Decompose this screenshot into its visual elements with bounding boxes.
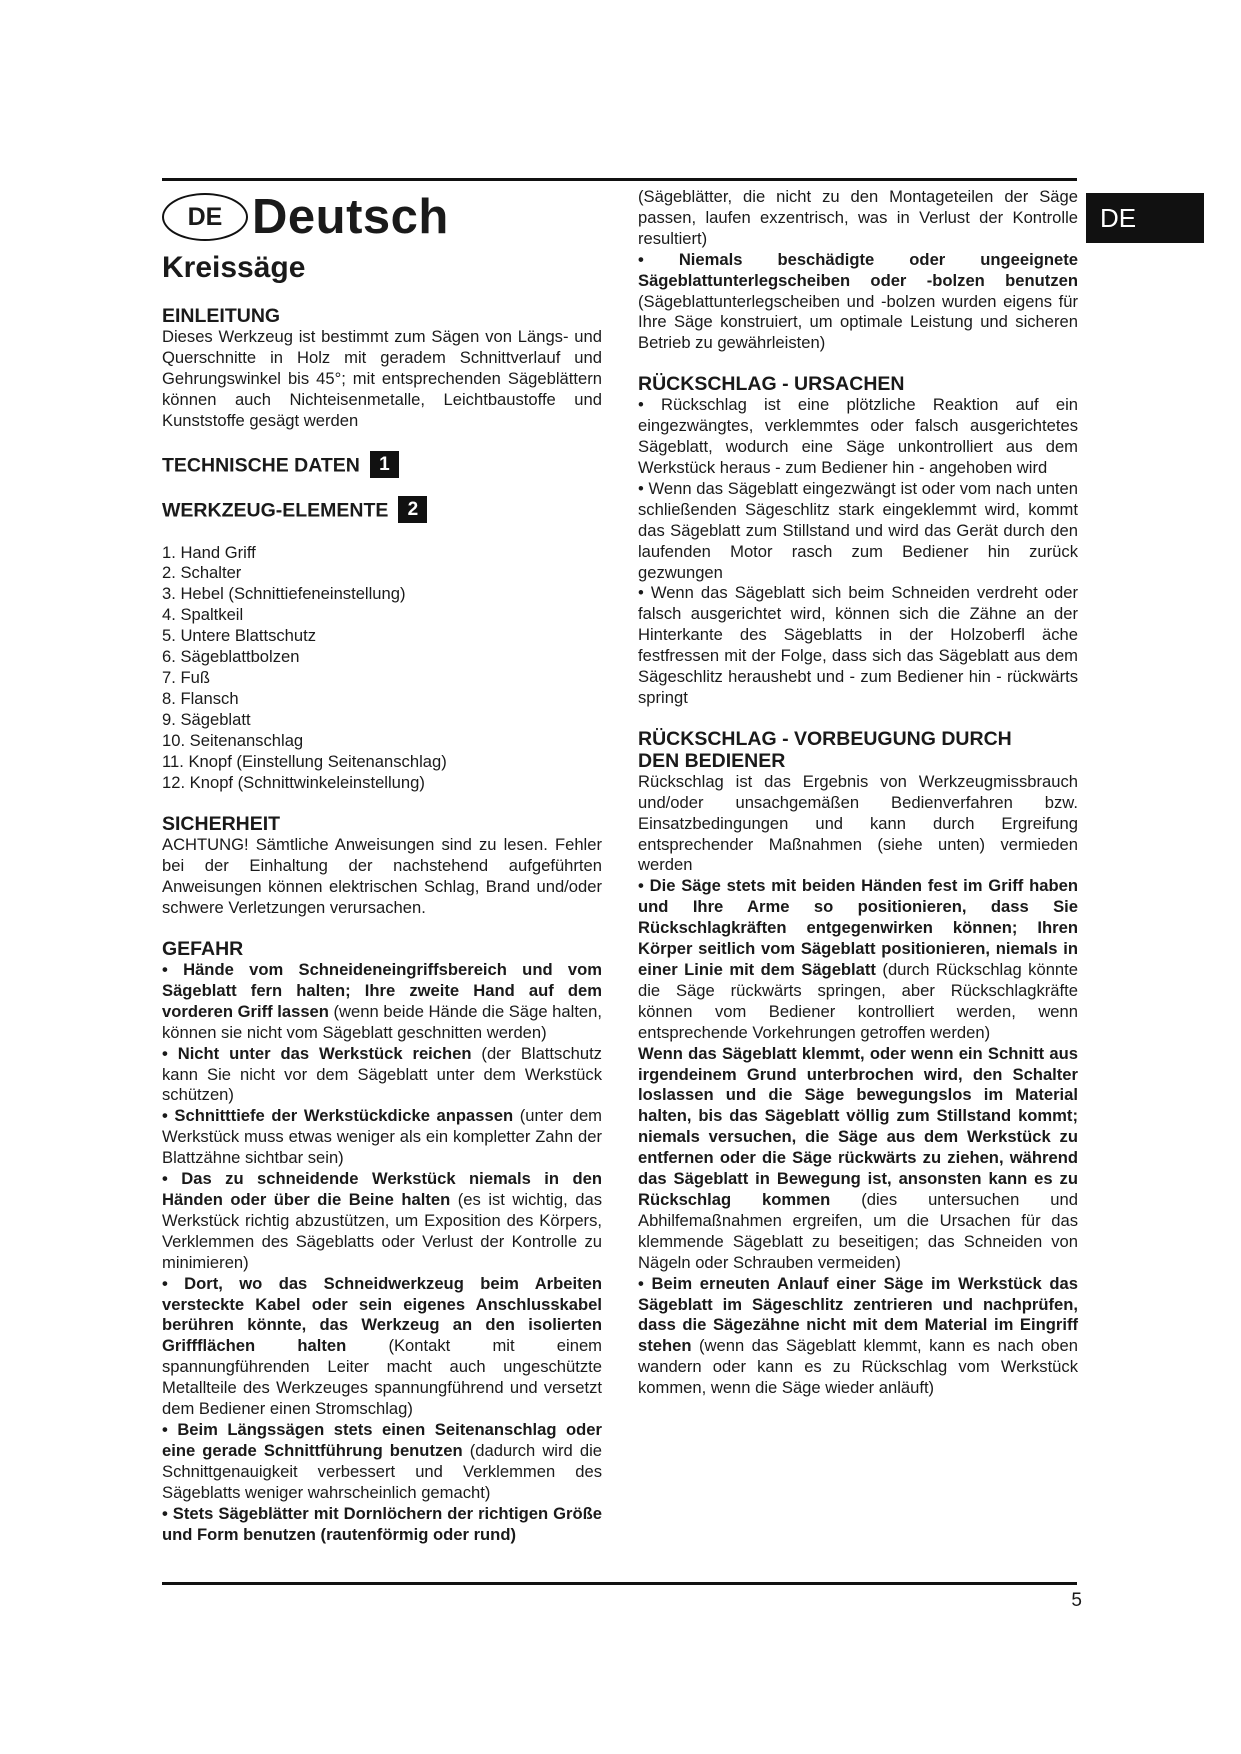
- bottom-rule: [162, 1582, 1077, 1585]
- language-header: [162, 188, 602, 246]
- top-rule: [162, 178, 1077, 181]
- sicherheit-heading: SICHERHEIT: [162, 813, 281, 836]
- ursachen-item: • Wenn das Sägeblatt sich beim Schneiden verdreht oder falsch ausgerichtet wird, können sich die Zähne an der Hinterkante des Sägeblatts in der Holzoberfl äche festfressen mit der Folge, dass sich das Sägeblatt aus dem Sägeschlitz heraushebt und - zum Bediener hin - rückwärts springt: [638, 583, 1078, 707]
- einleitung-text: Dieses Werkzeug ist bestimmt zum Sägen von Längs- und Querschnitte in Holz mit geradem Schnittverlauf und Gehrungswinkel bis 45°; mit entsprechenden Sägeblättern können auch Nichteisenmetalle, Leichtbaustoffe und Kunststoffe gesägt werden: [162, 327, 602, 430]
- vorbeugung-item-bold: Wenn das Sägeblatt klemmt, oder wenn ein Schnitt aus irgendeinem Grund unterbrochen wird, den Schalter loslassen und die Säge bewegungslos im Material halten, bis das Sägeblatt völlig zum Stillstand kommt; niemals versuchen, die Säge aus dem Werkstück zu entfernen oder die Säge rückwärts zu ziehen, während das Sägeblatt in Bewegung ist, ansonsten kann es zu Rückschlag kommen: [638, 1043, 1078, 1209]
- gefahr-item: [162, 1420, 602, 1504]
- vorbeugung-item: [638, 1274, 1078, 1399]
- gefahr-item-text: (dadurch wird die Schnittgenauigkeit verbessert und Verklemmen des Sägeblatts weniger wahrscheinlich gemacht): [162, 1440, 602, 1502]
- sicherheit-text: ACHTUNG! Sämtliche Anweisungen sind zu lesen. Fehler bei der Einhaltung der nachstehend aufgeführten Anweisungen können elektrischen Schlag, Brand und/oder schwere Verletzungen verursachen.: [162, 835, 602, 918]
- niemals-item: [638, 250, 1078, 355]
- continued-text: (Sägeblätter, die nicht zu den Montageteilen der Säge passen, laufen exzentrisch, was in Verlust der Kontrolle resultiert): [638, 187, 1078, 248]
- vorbeugung-heading: [638, 728, 1078, 772]
- gefahr-item-text: (der Blattschutz kann Sie nicht vor dem Sägeblatt unter dem Werkstück schützen): [162, 1043, 602, 1105]
- ursachen-item: • Wenn das Sägeblatt eingezwängt ist oder vom nach unten schließenden Sägeschlitz stark eingeklemmt wird, kommt das Sägeblatt zum Stillstand und wird das Gerät durch den laufenden Motor rasch zum Bediener hin zurück gezwungen: [638, 478, 1078, 582]
- list-item: 5. Untere Blattschutz: [162, 626, 317, 646]
- list-item: 10. Seitenanschlag: [162, 730, 304, 750]
- gefahr-item-text: (unter dem Werkstück muss etwas weniger als ein kompletter Zahn der Blattzähne sichtbar sein): [162, 1106, 602, 1168]
- language-tab: DE: [1086, 193, 1204, 243]
- niemals-item-bold: • Niemals beschädigte oder ungeeignete Sägeblattunterlegscheiben oder -bolzen benutzen: [638, 249, 1078, 290]
- ursachen-item: • Rückschlag ist eine plötzliche Reaktion auf ein eingezwängtes, verklemmtes oder falsch ausgerichtetes Sägeblatt, wodurch eine Säge unkontrolliert aus dem Werkstück heraus - zum Bediener hin - angehoben wird: [638, 395, 1078, 477]
- list-item: 9. Sägeblatt: [162, 709, 251, 729]
- vorbeugung-item-bold: • Beim erneuten Anlauf einer Säge im Werkstück das Sägeblatt im Sägeschlitz zentrieren und nachprüfen, dass die Sägezähne nicht mit dem Material im Eingriff stehen: [638, 1273, 1078, 1356]
- list-item: 7. Fuß: [162, 667, 210, 687]
- gefahr-item-text: (Kontakt mit einem spannungführenden Leiter macht auch ungeschützte Metallteile des Werkzeuges spannungführend und versetzt dem Bediener einen Stromschlag): [162, 1336, 602, 1419]
- gefahr-item: [162, 960, 602, 1044]
- list-item: 4. Spaltkeil: [162, 605, 244, 625]
- list-item: 6. Sägeblattbolzen: [162, 647, 300, 667]
- gefahr-item-bold: • Beim Längssägen stets einen Seitenanschlag oder eine gerade Schnittführung benutzen: [162, 1419, 602, 1460]
- list-item: 1. Hand Griff: [162, 542, 256, 562]
- language-badge: DE: [162, 193, 248, 241]
- gefahr-item: [162, 1106, 602, 1169]
- gefahr-heading: GEFAHR: [162, 938, 244, 961]
- vorbeugung-item-text: (dies untersuchen und Abhilfemaßnahmen ergreifen, um die Ursachen für das klemmende Sägeblatt zu beseitigen; das Schneiden von Nägeln oder Schrauben vermeiden): [638, 1189, 1078, 1272]
- gefahr-item-bold: • Stets Sägeblätter mit Dornlöchern der richtigen Größe und Form benutzen (rautenförmig oder rund): [162, 1503, 602, 1544]
- werkzeug-elemente-label: WERKZEUG-ELEMENTE: [162, 499, 389, 522]
- vorbeugung-heading-line: RÜCKSCHLAG - VORBEUGUNG DURCH: [638, 727, 1012, 750]
- list-item: 3. Hebel (Schnittiefeneinstellung): [162, 584, 406, 604]
- gefahr-item: [162, 1169, 602, 1274]
- gefahr-item-bold: • Schnitttiefe der Werkstückdicke anpassen: [162, 1106, 514, 1126]
- right-column: [638, 187, 1078, 1399]
- vorbeugung-intro: Rückschlag ist das Ergebnis von Werkzeugmissbrauch und/oder unsachgemäßen Bedienverfahren bzw. Einsatzbedingungen und kann durch Ergreifung entsprechender Maßnahmen (siehe unten) vermieden werden: [638, 771, 1078, 875]
- ursachen-heading: RÜCKSCHLAG - URSACHEN: [638, 373, 905, 396]
- gefahr-item-text: (es ist wichtig, das Werkstück richtig abzustützen, um Exposition des Körpers, Verklemmen des Sägeblatts oder Verlust der Kontrolle zu minimieren): [162, 1190, 602, 1272]
- einleitung-heading: EINLEITUNG: [162, 305, 281, 327]
- list-item: 11. Knopf (Einstellung Seitenanschlag): [162, 751, 447, 771]
- technische-daten-heading: [162, 453, 602, 480]
- left-column: [162, 188, 602, 1545]
- gefahr-item-bold: • Nicht unter das Werkstück reichen: [162, 1043, 472, 1063]
- vorbeugung-item: [638, 1044, 1078, 1274]
- list-item: 8. Flansch: [162, 688, 239, 708]
- werkzeug-elemente-heading: [162, 498, 602, 525]
- gefahr-item-bold: • Hände vom Schneideneingriffsbereich und vom Sägeblatt fern halten; Ihre zweite Hand auf dem vorderen Griff lassen: [162, 960, 602, 1021]
- gefahr-item-text: (wenn beide Hände die Säge halten, können sie nicht vom Sägeblatt geschnitten werden): [162, 1001, 602, 1042]
- figure-ref-2: 2: [398, 496, 427, 523]
- gefahr-item: [162, 1504, 602, 1546]
- language-title: Deutsch: [252, 189, 449, 244]
- vorbeugung-item-text: (durch Rückschlag könnte die Säge rückwärts springen, aber Rückschlagkräfte können vom Bediener kontrolliert werden, wenn entsprechende Vorkehrungen getroffen werden): [638, 960, 1078, 1042]
- figure-ref-1: 1: [370, 451, 399, 478]
- gefahr-item-bold: • Dort, wo das Schneidwerkzeug beim Arbeiten versteckte Kabel oder sein eigenes Anschlusskabel berühren könnte, das Werkzeug an den isolierten Griffflächen halten: [162, 1273, 602, 1356]
- gefahr-item: [162, 1044, 602, 1107]
- parts-list: [162, 543, 602, 794]
- list-item: 12. Knopf (Schnittwinkeleinstellung): [162, 772, 425, 792]
- page-number: 5: [1071, 1590, 1082, 1611]
- vorbeugung-item-text: (wenn das Sägeblatt klemmt, kann es nach oben wandern oder kann es zu Rückschlag vom Werkstück kommen, wenn die Säge wieder anläuft): [638, 1336, 1078, 1398]
- vorbeugung-item: [638, 876, 1078, 1043]
- vorbeugung-heading-line: DEN BEDIENER: [638, 749, 786, 772]
- gefahr-item: [162, 1274, 602, 1420]
- list-item: 2. Schalter: [162, 563, 242, 583]
- vorbeugung-item-bold: • Die Säge stets mit beiden Händen fest im Griff haben und Ihre Arme so positionieren, dass Sie Rückschlagkräften entgegenwirken können; Ihren Körper seitlich vom Sägeblatt positionieren, niemals in einer Linie mit dem Sägeblatt: [638, 876, 1078, 979]
- document-title: Kreissäge: [162, 251, 306, 284]
- niemals-item-text: (Sägeblattunterlegscheiben und -bolzen wurden eigens für Ihre Säge konstruiert, um optimale Leistung und sicheren Betrieb zu gewährleisten): [638, 291, 1078, 353]
- gefahr-item-bold: • Das zu schneidende Werkstück niemals in den Händen oder über die Beine halten: [162, 1169, 602, 1209]
- technische-daten-label: TECHNISCHE DATEN: [162, 454, 360, 477]
